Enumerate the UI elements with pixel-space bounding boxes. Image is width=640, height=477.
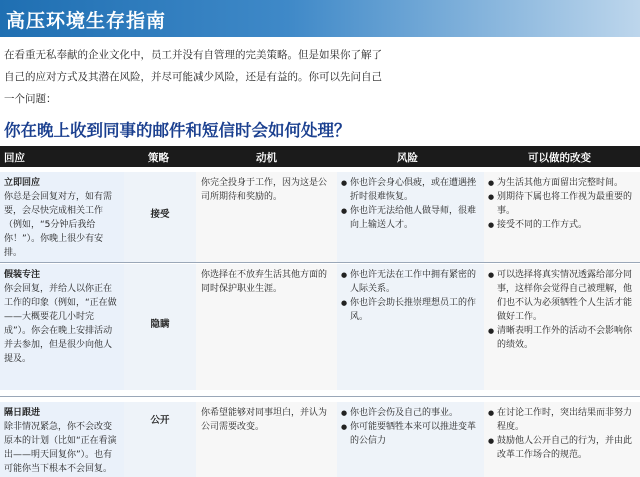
intro-paragraph: 在看重无私奉献的企业文化中，员工并没有自管理的完美策略。但是如果你了解了自己的应对方式及其潜在风险，并尽可能减少风险，还是有益的。你可以先问自己一个问题： (4, 49, 382, 105)
action-item: ● 可以选择将真实情况透露给部分同事，这样你会觉得自己被理解，他们也不认为必须牺牲个人生活才能做好工作。 (488, 268, 636, 324)
response-title: 隔日跟进 (4, 408, 41, 418)
risk-item: ● 你也许会伤及自己的事业。 (341, 406, 480, 420)
response-cell (0, 402, 124, 477)
risk-item: ● 你也许会身心俱疲，或在遭遇挫折时很难恢复。 (341, 176, 480, 204)
action-item: ● 鼓励他人公开自己的行为，并由此改革工作场合的规范。 (488, 434, 636, 462)
header-risk: 风险 (397, 152, 418, 164)
action-cell (484, 172, 640, 262)
header-strategy: 策略 (148, 152, 169, 164)
action-cell (484, 264, 640, 390)
table-row (0, 402, 640, 477)
response-title: 立即回应 (4, 178, 41, 188)
risk-item: ● 你也许无法给他人做导师，很难向上输送人才。 (341, 204, 480, 232)
title-banner (0, 0, 640, 37)
strategy-label: 隐瞒 (150, 319, 170, 330)
section-question: 你在晚上收到同事的邮件和短信时会如何处理？ (4, 121, 351, 140)
response-title: 假装专注 (4, 270, 41, 280)
strategy-label: 接受 (150, 209, 170, 220)
action-item: ● 别期待下属也将工作视为最重要的事。 (488, 190, 636, 218)
page-title: 高压环境生存指南 (6, 10, 167, 32)
strategy-label: 公开 (150, 415, 170, 426)
risk-cell (337, 172, 484, 262)
motive-cell: 你完全投身于工作，因为这是公司所期待和奖励的。 (196, 172, 337, 262)
strategy-cell (124, 172, 196, 262)
risk-item: ● 你也许会助长推崇理想员工的作风。 (341, 296, 480, 324)
row-divider (0, 396, 640, 397)
table-row (0, 172, 640, 262)
response-cell (0, 264, 124, 390)
risk-cell (337, 402, 484, 477)
action-item: ● 在讨论工作时，突出结果而非努力程度。 (488, 406, 636, 434)
header-action: 可以做的改变 (528, 152, 591, 164)
action-cell (484, 402, 640, 477)
strategy-cell (124, 264, 196, 390)
risk-cell (337, 264, 484, 390)
action-item: ● 为生活其他方面留出完整时间。 (488, 176, 636, 190)
action-item: ● 清晰表明工作外的活动不会影响你的绩效。 (488, 324, 636, 352)
motive-cell: 你选择在不放弃生活其他方面的同时保护职业生涯。 (196, 264, 337, 390)
action-item: ● 接受不同的工作方式。 (488, 218, 636, 232)
table-header (0, 146, 640, 167)
response-desc: 除非情况紧急，你不会改变原本的计划（比如“正在看演出——明天回复你”）。也有可能你当下根本不会回复。 (4, 422, 117, 474)
risk-item: ● 你可能要牺牲本来可以推进变革的公信力 (341, 420, 480, 448)
table-row (0, 264, 640, 390)
row-divider (0, 262, 640, 263)
motive-cell: 你希望能够对同事坦白，并认为公司需要改变。 (196, 402, 337, 477)
header-response: 回应 (4, 152, 25, 164)
strategy-cell (124, 402, 196, 477)
header-motive: 动机 (256, 152, 277, 164)
response-cell (0, 172, 124, 262)
response-desc: 你会回复，并给人以你正在工作的印象（例如，“正在做——大概要花几小时完成”）。你会在晚上安排活动并去参加，但是很少向他人提及。 (4, 284, 117, 364)
response-desc: 你总是会回复对方，如有需要，会尽快完成相关工作（例如，“5分钟后我给你！”）。你晚上很少有安排。 (4, 192, 113, 258)
risk-item: ● 你也许无法在工作中拥有紧密的人际关系。 (341, 268, 480, 296)
